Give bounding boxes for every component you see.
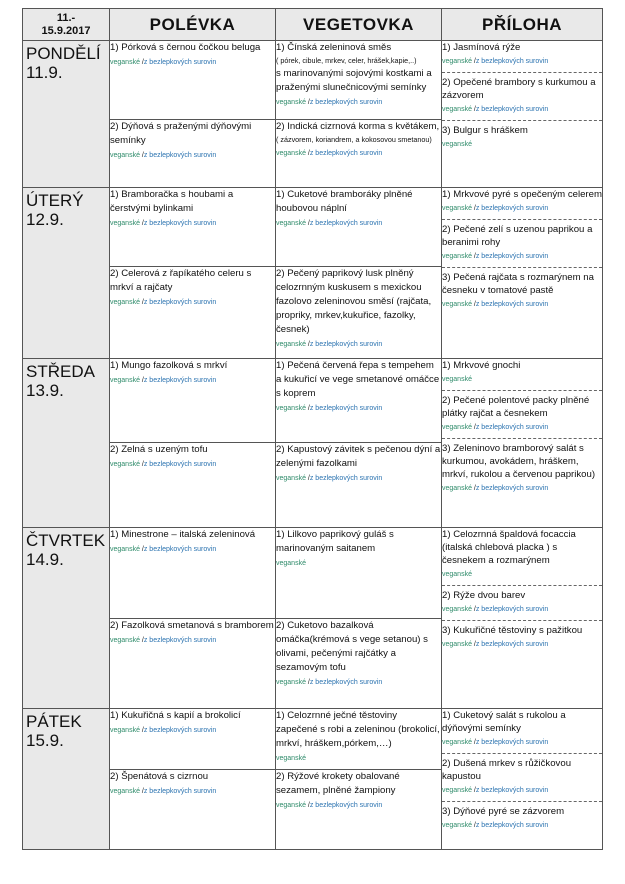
- dish-name: 1) Pórková s černou čočkou beluga: [110, 42, 261, 53]
- vegan-label: veganské: [276, 150, 306, 157]
- tag-separator: /: [305, 679, 310, 686]
- tag-separator: /: [471, 739, 476, 746]
- side-dish-item: [442, 805, 602, 831]
- tag-separator: /: [139, 299, 144, 306]
- day-cell: [23, 528, 110, 709]
- tag-separator: /: [471, 787, 476, 794]
- day-date: 13.9.: [26, 381, 64, 400]
- vegan-label: veganské: [442, 141, 472, 148]
- dish-name-continued: s marinovanými sojovými kostkami a praženými slunečnicovými semínky: [276, 68, 432, 93]
- diet-tag: [276, 403, 441, 414]
- side-dish-item: [442, 709, 602, 748]
- diet-tag: [276, 218, 441, 229]
- diet-tag: [442, 737, 602, 748]
- vegetarian-cell: [276, 619, 442, 709]
- vegan-label: veganské: [276, 475, 306, 482]
- side-dishes-cell: [442, 709, 603, 850]
- gluten-free-label: z bezlepkových surovin: [143, 727, 217, 734]
- gluten-free-label: z bezlepkových surovin: [309, 150, 383, 157]
- diet-tag: [276, 97, 441, 108]
- tag-separator: /: [139, 637, 144, 644]
- gluten-free-label: z bezlepkových surovin: [475, 787, 549, 794]
- diet-tag: [442, 422, 602, 433]
- tag-separator: /: [471, 485, 476, 492]
- soup-cell: [110, 188, 276, 267]
- day-row: [23, 188, 603, 267]
- day-date: 15.9.: [26, 731, 64, 750]
- diet-tag: [442, 604, 602, 615]
- gluten-free-label: z bezlepkových surovin: [475, 301, 549, 308]
- tag-separator: /: [471, 606, 476, 613]
- tag-separator: /: [305, 405, 310, 412]
- side-dish-name: 3) Kukuřičné těstoviny s pažitkou: [442, 625, 583, 636]
- soup-cell: [110, 528, 276, 619]
- diet-tag: [442, 374, 602, 385]
- dashed-divider: [442, 120, 602, 121]
- tag-separator: /: [471, 106, 476, 113]
- vegan-label: veganské: [442, 739, 472, 746]
- vegetarian-cell: [276, 359, 442, 443]
- dish-name: 2) Dýňová s praženými dýňovými semínky: [110, 121, 252, 146]
- dish-name: 2) Rýžové krokety obalované sezamem, plněné žampiony: [276, 771, 400, 796]
- dish-name: 2) Pečený paprikový lusk plněný celozrnným kuskusem s mexickou fazolovo zeleninovou směsí (rajčata, propriky, mrkev,kukuřice, fazolky, česnek): [276, 268, 432, 335]
- vegetarian-column-header: VEGETOVKA: [276, 9, 442, 41]
- tag-separator: /: [139, 727, 144, 734]
- diet-tag: [276, 753, 441, 764]
- side-dish-name: 1) Mrkvové gnochi: [442, 360, 521, 371]
- side-dishes-cell: [442, 188, 603, 359]
- tag-separator: /: [471, 58, 476, 65]
- diet-tag: [276, 148, 441, 159]
- vegan-label: veganské: [110, 727, 140, 734]
- tag-separator: /: [139, 59, 144, 66]
- tag-separator: /: [471, 641, 476, 648]
- day-cell: [23, 709, 110, 850]
- gluten-free-label: z bezlepkových surovin: [309, 220, 383, 227]
- vegan-label: veganské: [276, 99, 306, 106]
- day-cell: [23, 41, 110, 188]
- side-dish-item: [442, 223, 602, 262]
- dish-name: 1) Cuketové bramboráky plněné houbovou náplní: [276, 189, 413, 214]
- diet-tag: [276, 473, 441, 484]
- tag-separator: /: [139, 152, 144, 159]
- soup-cell: [110, 770, 276, 850]
- gluten-free-label: z bezlepkových surovin: [475, 641, 549, 648]
- side-dish-column-header: PŘÍLOHA: [442, 9, 603, 41]
- tag-separator: /: [305, 150, 310, 157]
- diet-tag: [110, 297, 275, 308]
- side-dish-name: 2) Pečené polentové packy plněné plátky rajčat a česnekem: [442, 395, 590, 419]
- side-dish-name: 3) Zeleninovo bramborový salát s kurkumou, avokádem, hráškem, mrkví, rukolou a červenou paprikou): [442, 443, 596, 480]
- dish-name: 2) Zelná s uzeným tofu: [110, 444, 208, 455]
- side-dish-item: [442, 589, 602, 615]
- side-dish-name: 1) Jasmínová rýže: [442, 42, 521, 53]
- side-dish-item: [442, 188, 602, 214]
- side-dish-item: [442, 359, 602, 385]
- dashed-divider: [442, 585, 602, 586]
- tag-separator: /: [471, 205, 476, 212]
- vegetarian-cell: [276, 770, 442, 850]
- date-range-end: 15.9.2017: [41, 24, 91, 37]
- dashed-divider: [442, 801, 602, 802]
- tag-separator: /: [305, 99, 310, 106]
- vegetarian-cell: [276, 528, 442, 619]
- vegan-label: veganské: [276, 755, 306, 762]
- diet-tag: [442, 299, 602, 310]
- gluten-free-label: z bezlepkových surovin: [309, 679, 383, 686]
- diet-tag: [442, 569, 602, 580]
- diet-tag: [442, 785, 602, 796]
- side-dish-item: [442, 442, 602, 494]
- gluten-free-label: z bezlepkových surovin: [143, 59, 217, 66]
- diet-tag: [110, 725, 275, 736]
- soup-cell: [110, 267, 276, 359]
- gluten-free-label: z bezlepkových surovin: [309, 475, 383, 482]
- day-name: STŘEDA: [26, 362, 95, 381]
- vegan-label: veganské: [442, 571, 472, 578]
- gluten-free-label: z bezlepkových surovin: [143, 637, 217, 644]
- soup-cell: [110, 359, 276, 443]
- vegan-label: veganské: [442, 641, 472, 648]
- soup-cell: [110, 41, 276, 120]
- dish-name: 1) Lilkovo paprikový guláš s marinovaným saitanem: [276, 529, 394, 554]
- day-name: ÚTERÝ: [26, 191, 84, 210]
- gluten-free-label: z bezlepkových surovin: [475, 822, 549, 829]
- diet-tag: [110, 375, 275, 386]
- vegan-label: veganské: [442, 376, 472, 383]
- tag-separator: /: [471, 301, 476, 308]
- vegetarian-cell: [276, 41, 442, 120]
- vegan-label: veganské: [110, 152, 140, 159]
- diet-tag: [442, 104, 602, 115]
- vegan-label: veganské: [442, 253, 472, 260]
- diet-tag: [442, 639, 602, 650]
- gluten-free-label: z bezlepkových surovin: [309, 802, 383, 809]
- diet-tag: [110, 57, 275, 68]
- tag-separator: /: [305, 341, 310, 348]
- vegetarian-cell: [276, 188, 442, 267]
- soup-cell: [110, 709, 276, 770]
- gluten-free-label: z bezlepkových surovin: [475, 58, 549, 65]
- dish-ingredients: ( pórek, cibule, mrkev, celer, hrášek,kapie,..): [276, 56, 417, 65]
- gluten-free-label: z bezlepkových surovin: [475, 205, 549, 212]
- gluten-free-label: z bezlepkových surovin: [143, 788, 217, 795]
- gluten-free-label: z bezlepkových surovin: [309, 405, 383, 412]
- side-dish-name: 2) Pečené zelí s uzenou paprikou a beranimi rohy: [442, 224, 593, 248]
- diet-tag: [442, 56, 602, 67]
- day-name: PÁTEK: [26, 712, 82, 731]
- dish-name: 2) Celerová z řapíkatého celeru s mrkví a rajčaty: [110, 268, 252, 293]
- vegan-label: veganské: [110, 546, 140, 553]
- diet-tag: [110, 786, 275, 797]
- tag-separator: /: [471, 253, 476, 260]
- tag-separator: /: [139, 788, 144, 795]
- diet-tag: [442, 820, 602, 831]
- diet-tag: [276, 558, 441, 569]
- side-dish-item: [442, 528, 602, 580]
- vegetarian-cell: [276, 443, 442, 528]
- gluten-free-label: z bezlepkových surovin: [475, 424, 549, 431]
- dashed-divider: [442, 620, 602, 621]
- side-dishes-cell: [442, 41, 603, 188]
- diet-tag: [276, 339, 441, 350]
- vegan-label: veganské: [442, 106, 472, 113]
- vegan-label: veganské: [442, 787, 472, 794]
- gluten-free-label: z bezlepkových surovin: [475, 485, 549, 492]
- vegan-label: veganské: [442, 424, 472, 431]
- gluten-free-label: z bezlepkových surovin: [475, 106, 549, 113]
- tag-separator: /: [139, 377, 144, 384]
- gluten-free-label: z bezlepkových surovin: [475, 253, 549, 260]
- vegan-label: veganské: [276, 405, 306, 412]
- gluten-free-label: z bezlepkových surovin: [309, 341, 383, 348]
- day-row: [23, 359, 603, 443]
- soup-column-header: POLÉVKA: [110, 9, 276, 41]
- vegan-label: veganské: [110, 59, 140, 66]
- gluten-free-label: z bezlepkových surovin: [143, 461, 217, 468]
- tag-separator: /: [139, 461, 144, 468]
- diet-tag: [442, 483, 602, 494]
- dish-name: 1) Pečená červená řepa s tempehem a kukuřicí ve vege smetanové omáčce s koprem: [276, 360, 440, 399]
- vegan-label: veganské: [442, 822, 472, 829]
- day-name: PONDĚLÍ: [26, 44, 101, 63]
- date-range-header: [23, 9, 110, 41]
- gluten-free-label: z bezlepkových surovin: [475, 739, 549, 746]
- day-row: [23, 41, 603, 120]
- side-dish-item: [442, 76, 602, 115]
- diet-tag: [110, 459, 275, 470]
- dish-name: 1) Celozrnné ječné těstoviny zapečené s robi a zeleninou (brokolicí, mrkví, hráškem,pórkem,…): [276, 710, 440, 749]
- vegetarian-cell: [276, 120, 442, 188]
- diet-tag: [276, 800, 441, 811]
- vegetarian-cell: [276, 709, 442, 770]
- date-range-start: 11.-: [56, 11, 76, 24]
- side-dish-item: [442, 41, 602, 67]
- side-dish-name: 1) Celozrnná špaldová focaccia (italská chlebová placka ) s česnekem a rozmarýnem: [442, 529, 576, 566]
- vegan-label: veganské: [110, 299, 140, 306]
- tag-separator: /: [139, 220, 144, 227]
- dish-name: 2) Indická cizrnová korma s květákem,: [276, 121, 440, 132]
- side-dish-name: 3) Bulgur s hráškem: [442, 125, 528, 136]
- diet-tag: [110, 150, 275, 161]
- diet-tag: [276, 677, 441, 688]
- gluten-free-label: z bezlepkových surovin: [143, 546, 217, 553]
- day-cell: [23, 359, 110, 528]
- gluten-free-label: z bezlepkových surovin: [143, 299, 217, 306]
- gluten-free-label: z bezlepkových surovin: [143, 152, 217, 159]
- day-date: 14.9.: [26, 550, 64, 569]
- side-dish-name: 2) Opečené brambory s kurkumou a zázvorem: [442, 77, 596, 101]
- dish-name: 1) Kukuřičná s kapií a brokolicí: [110, 710, 241, 721]
- dish-name: 2) Kapustový závitek s pečenou dýní a zelenými fazolkami: [276, 444, 441, 469]
- side-dishes-cell: [442, 528, 603, 709]
- day-name: ČTVRTEK: [26, 531, 106, 550]
- dashed-divider: [442, 267, 602, 268]
- vegan-label: veganské: [442, 58, 472, 65]
- diet-tag: [110, 218, 275, 229]
- diet-tag: [442, 203, 602, 214]
- dish-name: 2) Špenátová s cizrnou: [110, 771, 209, 782]
- side-dish-item: [442, 757, 602, 796]
- vegan-label: veganské: [442, 606, 472, 613]
- tag-separator: /: [305, 802, 310, 809]
- side-dishes-cell: [442, 359, 603, 528]
- dish-name: 1) Minestrone – italská zeleninová: [110, 529, 256, 540]
- tag-separator: /: [305, 220, 310, 227]
- side-dish-name: 1) Cuketový salát s rukolou a dýňovými semínky: [442, 710, 566, 734]
- side-dish-name: 2) Dušená mrkev s růžičkovou kapustou: [442, 758, 572, 782]
- vegan-label: veganské: [276, 679, 306, 686]
- vegan-label: veganské: [442, 205, 472, 212]
- side-dish-item: [442, 124, 602, 150]
- vegan-label: veganské: [442, 301, 472, 308]
- vegan-label: veganské: [276, 560, 306, 567]
- diet-tag: [110, 635, 275, 646]
- dish-name: 2) Cuketovo bazalková omáčka(krémová s vege setanou) s olivami, pečenými rajčátky a sezamovým tofu: [276, 620, 428, 673]
- gluten-free-label: z bezlepkových surovin: [143, 220, 217, 227]
- diet-tag: [442, 139, 602, 150]
- tag-separator: /: [471, 822, 476, 829]
- dish-name: 1) Bramboračka s houbami a čerstvými bylinkami: [110, 189, 234, 214]
- day-date: 11.9.: [26, 63, 63, 82]
- vegan-label: veganské: [110, 220, 140, 227]
- header-row: [23, 9, 603, 41]
- diet-tag: [110, 544, 275, 555]
- dashed-divider: [442, 438, 602, 439]
- soup-cell: [110, 120, 276, 188]
- dish-ingredients: ( zázvorem, koriandrem, a kokosovou smetanou): [276, 135, 432, 144]
- side-dish-name: 2) Rýže dvou barev: [442, 590, 526, 601]
- side-dish-name: 1) Mrkvové pyré s opečeným celerem: [442, 189, 602, 200]
- side-dish-name: 3) Dýňové pyré se zázvorem: [442, 806, 565, 817]
- side-dish-item: [442, 271, 602, 310]
- dashed-divider: [442, 219, 602, 220]
- dashed-divider: [442, 72, 602, 73]
- tag-separator: /: [305, 475, 310, 482]
- vegan-label: veganské: [110, 637, 140, 644]
- side-dish-item: [442, 624, 602, 650]
- dish-name: 2) Fazolková smetanová s bramborem: [110, 620, 274, 631]
- day-date: 12.9.: [26, 210, 64, 229]
- soup-cell: [110, 619, 276, 709]
- gluten-free-label: z bezlepkových surovin: [475, 606, 549, 613]
- vegan-label: veganské: [276, 802, 306, 809]
- vegan-label: veganské: [110, 461, 140, 468]
- dish-name: 1) Mungo fazolková s mrkví: [110, 360, 228, 371]
- tag-separator: /: [139, 546, 144, 553]
- dashed-divider: [442, 390, 602, 391]
- vegan-label: veganské: [110, 788, 140, 795]
- weekly-menu-table: [22, 8, 603, 850]
- soup-cell: [110, 443, 276, 528]
- day-row: [23, 528, 603, 619]
- diet-tag: [442, 251, 602, 262]
- dashed-divider: [442, 753, 602, 754]
- day-row: [23, 709, 603, 770]
- dish-name: 1) Čínská zeleninová směs: [276, 42, 392, 53]
- side-dish-item: [442, 394, 602, 433]
- tag-separator: /: [471, 424, 476, 431]
- vegetarian-cell: [276, 267, 442, 359]
- side-dish-name: 3) Pečená rajčata s rozmarýnem na česneku v tomatové pastě: [442, 272, 594, 296]
- vegan-label: veganské: [276, 220, 306, 227]
- gluten-free-label: z bezlepkových surovin: [143, 377, 217, 384]
- day-cell: [23, 188, 110, 359]
- gluten-free-label: z bezlepkových surovin: [309, 99, 383, 106]
- vegan-label: veganské: [110, 377, 140, 384]
- vegan-label: veganské: [276, 341, 306, 348]
- vegan-label: veganské: [442, 485, 472, 492]
